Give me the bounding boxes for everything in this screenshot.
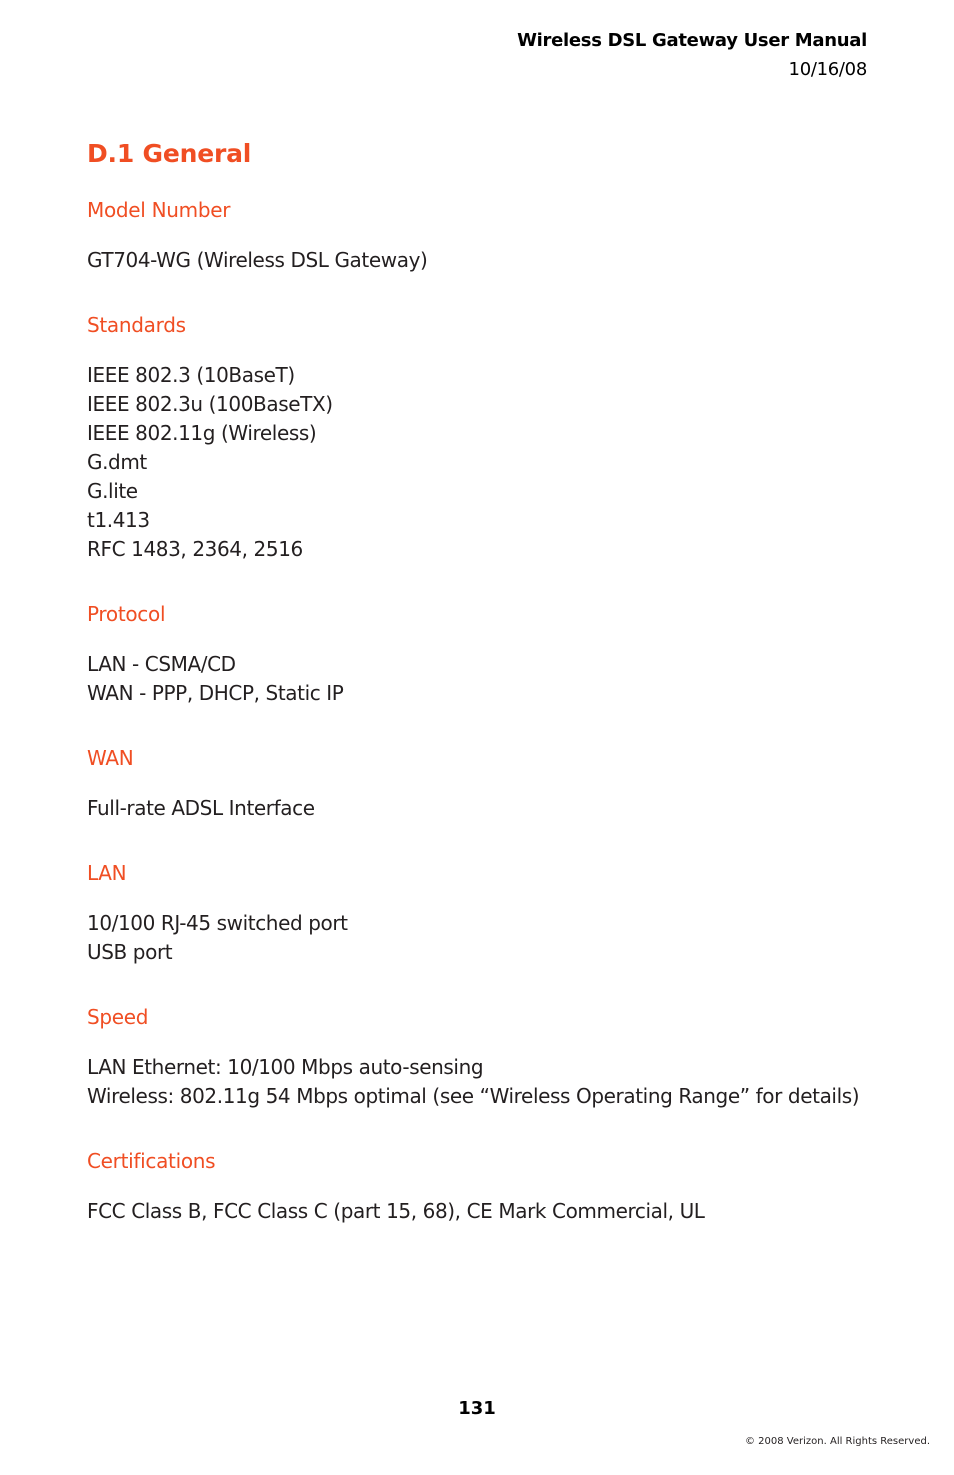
spec-heading: Standards <box>87 313 186 337</box>
page-content <box>87 138 887 1262</box>
specifications-list <box>87 196 887 1226</box>
spec-values <box>87 1053 887 1111</box>
spec-values <box>87 909 887 967</box>
spec-value-line: RFC 1483, 2364, 2516 <box>87 537 303 561</box>
spec-value-line: GT704-WG (Wireless DSL Gateway) <box>87 248 428 272</box>
spec-value-line: IEEE 802.3 (10BaseT) <box>87 363 295 387</box>
section-title: D.1 General <box>87 139 252 168</box>
spec-value-line: G.lite <box>87 479 138 503</box>
spec-values <box>87 1197 887 1226</box>
spec-values <box>87 361 887 564</box>
spec-value-line: G.dmt <box>87 450 147 474</box>
spec-heading: Protocol <box>87 602 166 626</box>
spec-heading: Model Number <box>87 198 231 222</box>
spec-value-line: WAN - PPP, DHCP, Static IP <box>87 681 344 705</box>
page-number: 131 <box>458 1398 496 1419</box>
spec-values <box>87 246 887 275</box>
manual-date: 10/16/08 <box>788 59 867 80</box>
spec-heading: WAN <box>87 746 134 770</box>
spec-value-line: IEEE 802.3u (100BaseTX) <box>87 392 333 416</box>
manual-title: Wireless DSL Gateway User Manual <box>517 30 867 51</box>
spec-value-line: IEEE 802.11g (Wireless) <box>87 421 317 445</box>
spec-value-line: FCC Class B, FCC Class C (part 15, 68), CE Mark Commercial, UL <box>87 1199 705 1223</box>
spec-value-line: t1.413 <box>87 508 150 532</box>
spec-value-line: Full-rate ADSL Interface <box>87 796 315 820</box>
page-header <box>517 26 867 84</box>
spec-heading: Speed <box>87 1005 149 1029</box>
copyright-notice: © 2008 Verizon. All Rights Reserved. <box>745 1436 930 1447</box>
spec-value-line: 10/100 RJ-45 switched port <box>87 911 348 935</box>
spec-value-line: LAN Ethernet: 10/100 Mbps auto-sensing <box>87 1055 484 1079</box>
spec-values <box>87 794 887 823</box>
spec-heading: LAN <box>87 861 127 885</box>
spec-value-line: LAN - CSMA/CD <box>87 652 236 676</box>
spec-value-line: Wireless: 802.11g 54 Mbps optimal (see “Wireless Operating Range” for details) <box>87 1084 860 1108</box>
spec-heading: Certifications <box>87 1149 216 1173</box>
spec-value-line: USB port <box>87 940 173 964</box>
spec-values <box>87 650 887 708</box>
